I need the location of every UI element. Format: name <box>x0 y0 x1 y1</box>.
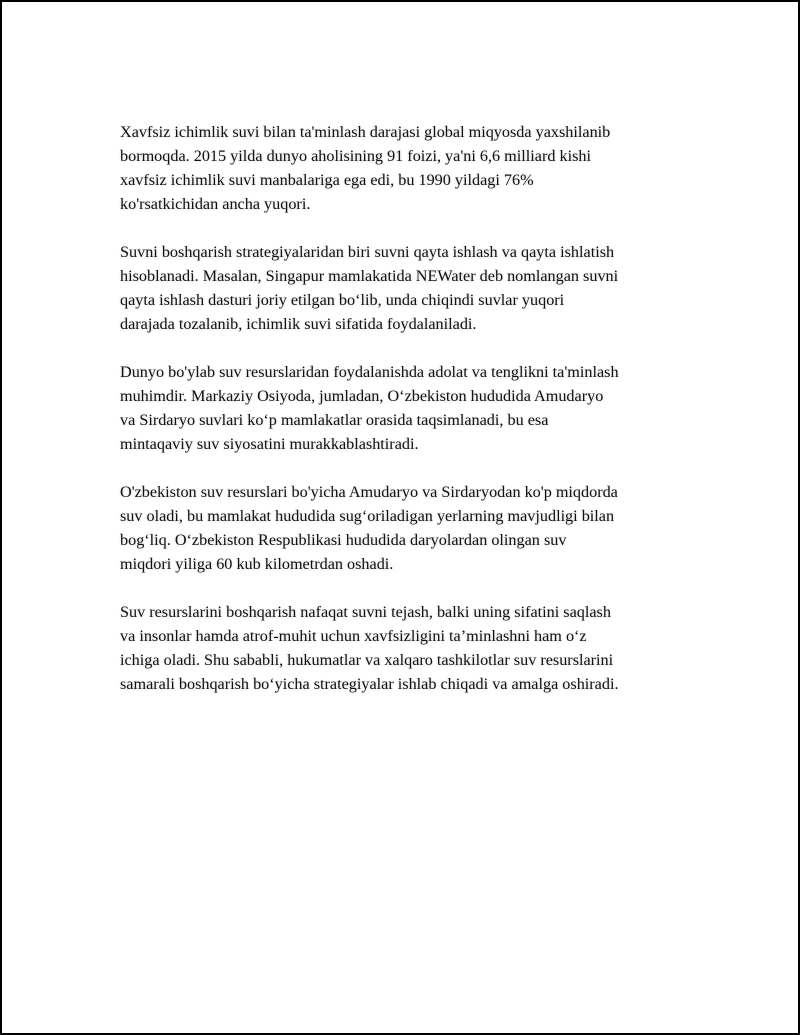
paragraph-2: Suvni boshqarish strategiyalaridan biri suvni qayta ishlash va qayta ishlatish hisoblanadi. Masalan, Singapur mamlakatida NEWater deb nomlangan suvni qayta ishlash dasturi joriy etilgan bo‘lib, unda chiqindi suvlar yuqori darajada tozalanib, ichimlik suvi sifatida foydalaniladi. <box>120 243 619 333</box>
paragraph-3: Dunyo bo'ylab suv resurslaridan foydalanishda adolat va tenglikni ta'minlash muhimdir. Markaziy Osiyoda, jumladan, O‘zbekiston hududida Amudaryo va Sirdaryo suvlari ko‘p mamlakatlar orasida taqsimlanadi, bu esa mintaqaviy suv siyosatini murakkablashtiradi. <box>120 363 619 453</box>
paragraph-5: Suv resurslarini boshqarish nafaqat suvni tejash, balki uning sifatini saqlash va insonlar hamda atrof-muhit uchun xavfsizligini ta’minlashni ham o‘z ichiga oladi. Shu sababli, hukumatlar va xalqaro tashkilotlar suv resurslarini samarali boshqarish bo‘yicha strategiyalar ishlab chiqadi va amalga oshiradi. <box>120 603 619 693</box>
paragraph-1: Xavfsiz ichimlik suvi bilan ta'minlash darajasi global miqyosda yaxshilanib bormoqda. 2015 yilda dunyo aholisining 91 foizi, ya'ni 6,6 milliard kishi xavfsiz ichimlik suvi manbalariga ega edi, bu 1990 yildagi 76% ko'rsatkichidan ancha yuqori. <box>120 123 611 213</box>
document-body <box>120 120 690 720</box>
paragraph-4: O'zbekiston suv resurslari bo'yicha Amudaryo va Sirdaryodan ko'p miqdorda suv oladi, bu mamlakat hududida sug‘oriladigan yerlarning mavjudligi bilan bog‘liq. O‘zbekiston Respublikasi hududida daryolardan olingan suv miqdori yiliga 60 kub kilometrdan oshadi. <box>120 483 618 573</box>
